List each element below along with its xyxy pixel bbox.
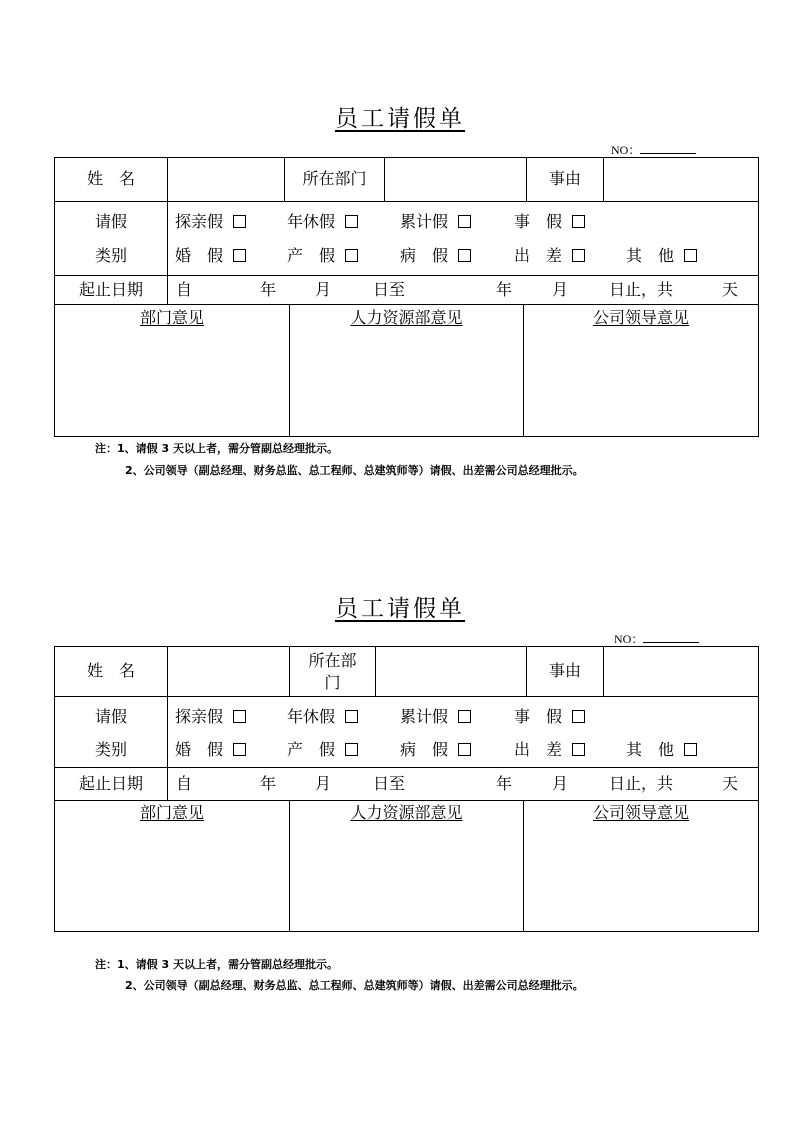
date-year-1: 年	[260, 774, 277, 793]
option-chuchai[interactable]: 出 差	[514, 741, 585, 759]
note-2: 2、公司领导（副总经理、财务总监、总工程师、总建筑师等）请假、出差需公司总经理批示。	[125, 979, 584, 992]
department-field[interactable]	[385, 158, 526, 201]
reason-field[interactable]	[604, 158, 758, 201]
option-bingjia[interactable]: 病 假	[400, 247, 471, 265]
leave-form-1	[0, 0, 800, 477]
option-shijia[interactable]: 事 假	[514, 213, 585, 231]
date-year-2: 年	[496, 280, 513, 299]
date-range-label: 起止日期	[78, 774, 143, 793]
checkbox[interactable]	[684, 743, 697, 756]
checkbox[interactable]	[458, 743, 471, 756]
form-title: 员工请假单	[335, 106, 465, 132]
date-day-to: 日至	[373, 774, 406, 793]
note-1: 注：1、请假 3 天以上者，需分管副总经理批示。	[95, 958, 338, 971]
opinion-hr: 人力资源部意见	[350, 308, 463, 327]
checkbox[interactable]	[345, 215, 358, 228]
leave-type-label-2: 类别	[94, 246, 127, 265]
checkbox[interactable]	[458, 710, 471, 723]
reason-field[interactable]	[604, 647, 758, 696]
option-leiji[interactable]: 累计假	[400, 708, 471, 726]
checkbox[interactable]	[572, 710, 585, 723]
checkbox[interactable]	[345, 710, 358, 723]
leave-form-2	[0, 490, 800, 992]
name-label: 姓 名	[86, 661, 135, 680]
form-title: 员工请假单	[335, 596, 465, 622]
name-label: 姓 名	[86, 169, 135, 188]
name-field[interactable]	[168, 158, 284, 201]
department-label-2: 门	[324, 673, 341, 692]
date-day-to: 日至	[373, 280, 406, 299]
checkbox[interactable]	[345, 249, 358, 262]
checkbox[interactable]	[458, 215, 471, 228]
leave-type-label-1: 请假	[94, 707, 127, 726]
date-range-label: 起止日期	[78, 280, 143, 299]
leave-table	[54, 157, 759, 437]
option-chanjia[interactable]: 产 假	[287, 247, 358, 265]
leave-table	[54, 646, 759, 932]
form-number[interactable]: NO：	[614, 630, 699, 647]
date-year-2: 年	[496, 774, 513, 793]
option-qita[interactable]: 其 他	[626, 247, 697, 265]
option-tanqin[interactable]: 探亲假	[175, 213, 246, 231]
reason-label: 事由	[548, 169, 581, 188]
checkbox[interactable]	[458, 249, 471, 262]
checkbox[interactable]	[233, 743, 246, 756]
date-month-2: 月	[552, 280, 569, 299]
date-month-2: 月	[552, 774, 569, 793]
form-number[interactable]: NO：	[611, 141, 696, 158]
date-month-1: 月	[315, 280, 332, 299]
opinion-leader: 公司领导意见	[592, 308, 689, 327]
checkbox[interactable]	[572, 743, 585, 756]
note-1: 注：1、请假 3 天以上者，需分管副总经理批示。	[95, 442, 338, 455]
option-tanqin[interactable]: 探亲假	[175, 708, 246, 726]
option-leiji[interactable]: 累计假	[400, 213, 471, 231]
checkbox[interactable]	[572, 249, 585, 262]
option-nianxiu[interactable]: 年休假	[287, 708, 358, 726]
checkbox[interactable]	[233, 249, 246, 262]
option-qita[interactable]: 其 他	[626, 741, 697, 759]
date-year-1: 年	[260, 280, 277, 299]
date-day-end-total: 日止，共	[609, 774, 674, 793]
option-shijia[interactable]: 事 假	[514, 708, 585, 726]
checkbox[interactable]	[345, 743, 358, 756]
checkbox[interactable]	[684, 249, 697, 262]
opinion-hr: 人力资源部意见	[350, 803, 463, 822]
option-nianxiu[interactable]: 年休假	[287, 213, 358, 231]
opinion-department: 部门意见	[139, 803, 204, 822]
date-from: 自	[176, 280, 193, 299]
checkbox[interactable]	[572, 215, 585, 228]
note-2: 2、公司领导（副总经理、财务总监、总工程师、总建筑师等）请假、出差需公司总经理批示。	[125, 464, 584, 477]
option-chanjia[interactable]: 产 假	[287, 741, 358, 759]
option-hunjia[interactable]: 婚 假	[175, 247, 246, 265]
department-field[interactable]	[376, 647, 526, 696]
name-field[interactable]	[168, 647, 289, 696]
leave-type-label-1: 请假	[94, 212, 127, 231]
opinion-leader: 公司领导意见	[592, 803, 689, 822]
department-label: 所在部门	[302, 169, 367, 188]
option-bingjia[interactable]: 病 假	[400, 741, 471, 759]
date-month-1: 月	[315, 774, 332, 793]
date-from: 自	[176, 774, 193, 793]
date-days: 天	[722, 774, 739, 793]
leave-type-label-2: 类别	[94, 740, 127, 759]
department-label-1: 所在部	[308, 651, 357, 670]
checkbox[interactable]	[233, 710, 246, 723]
option-hunjia[interactable]: 婚 假	[175, 741, 246, 759]
reason-label: 事由	[548, 661, 581, 680]
opinion-department: 部门意见	[139, 308, 204, 327]
option-chuchai[interactable]: 出 差	[514, 247, 585, 265]
date-day-end-total: 日止，共	[609, 280, 674, 299]
checkbox[interactable]	[233, 215, 246, 228]
date-days: 天	[722, 280, 739, 299]
